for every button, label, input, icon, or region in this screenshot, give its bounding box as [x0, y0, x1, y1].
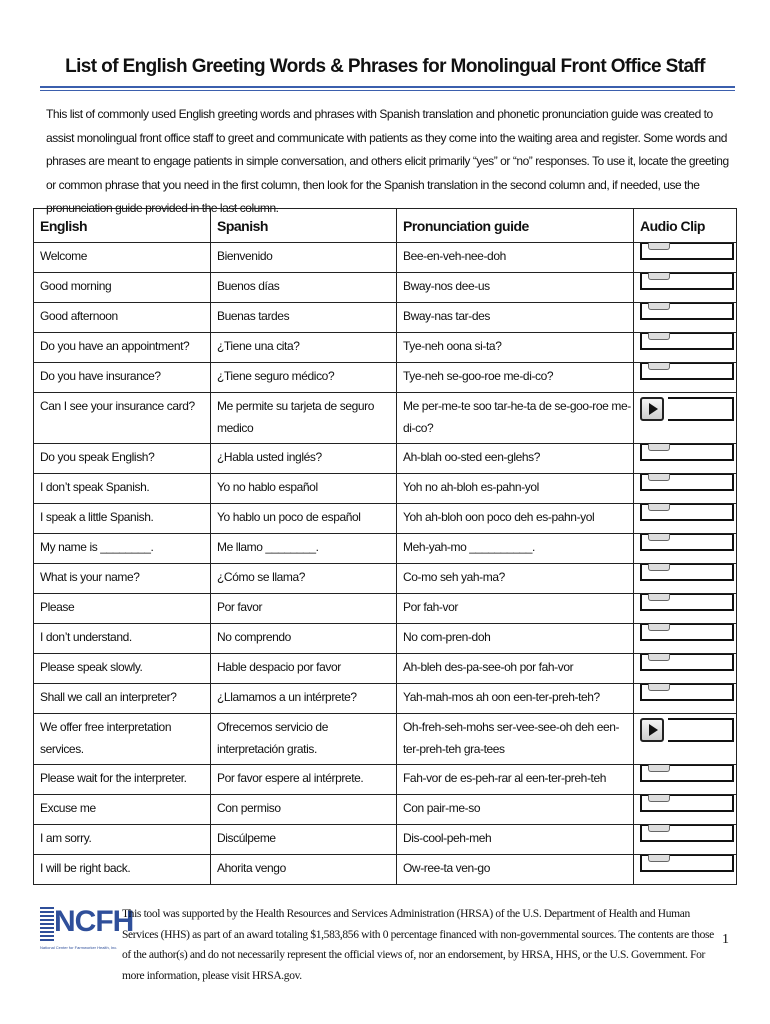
audio-clip-control[interactable] [640, 534, 734, 551]
cell-english: Please wait for the interpreter. [34, 765, 211, 795]
column-header-pronunciation: Pronunciation guide [397, 209, 634, 243]
cell-audio [634, 825, 737, 855]
cell-spanish: Hable despacio por favor [211, 654, 397, 684]
table-row [34, 333, 737, 363]
audio-player-bar[interactable] [668, 718, 734, 742]
cell-pronunciation: Co-mo seh yah-ma? [397, 564, 634, 594]
cell-english: We offer free interpretation services. [34, 714, 211, 765]
table-row [34, 684, 737, 714]
table-body [34, 243, 737, 885]
play-icon [649, 403, 658, 415]
column-header-audio: Audio Clip [634, 209, 737, 243]
cell-audio [634, 474, 737, 504]
title-rule-thin [40, 90, 735, 91]
table-row [34, 303, 737, 333]
table-header-row [34, 209, 737, 243]
cell-spanish: No comprendo [211, 624, 397, 654]
cell-spanish: Con permiso [211, 795, 397, 825]
table-row [34, 444, 737, 474]
cell-pronunciation: Por fah-vor [397, 594, 634, 624]
table-row [34, 654, 737, 684]
cell-pronunciation: No com-pren-doh [397, 624, 634, 654]
cell-english: Good afternoon [34, 303, 211, 333]
cell-pronunciation: Oh-freh-seh-mohs ser-vee-see-oh deh een-ter-preh-teh gra-tees [397, 714, 634, 765]
cell-english: Welcome [34, 243, 211, 273]
cell-pronunciation: Bee-en-veh-nee-doh [397, 243, 634, 273]
logo-text: NCFH [54, 905, 134, 938]
cell-audio [634, 273, 737, 303]
cell-audio [634, 714, 737, 765]
audio-clip-control[interactable] [640, 444, 734, 461]
cell-spanish: Ahorita vengo [211, 855, 397, 885]
cell-english: I don’t speak Spanish. [34, 474, 211, 504]
audio-clip-control[interactable] [640, 825, 734, 842]
cell-pronunciation: Meh-yah-mo __________. [397, 534, 634, 564]
table-row [34, 243, 737, 273]
cell-audio [634, 243, 737, 273]
play-icon [649, 724, 658, 736]
cell-spanish: ¿Tiene una cita? [211, 333, 397, 363]
cell-pronunciation: Bway-nos dee-us [397, 273, 634, 303]
table-row [34, 363, 737, 393]
table-row [34, 825, 737, 855]
cell-spanish: ¿Habla usted inglés? [211, 444, 397, 474]
page-title: List of English Greeting Words & Phrases for Monolingual Front Office Staff [65, 56, 705, 77]
cell-audio [634, 504, 737, 534]
cell-spanish: Me llamo ________. [211, 534, 397, 564]
table-row [34, 594, 737, 624]
ncfh-logo [40, 905, 134, 957]
phrases-table [33, 208, 737, 885]
cell-audio [634, 765, 737, 795]
cell-spanish: Buenas tardes [211, 303, 397, 333]
cell-english: Please speak slowly. [34, 654, 211, 684]
audio-clip-control[interactable] [640, 624, 734, 641]
cell-audio [634, 594, 737, 624]
cell-spanish: Yo hablo un poco de español [211, 504, 397, 534]
table-row [34, 393, 737, 444]
audio-clip-control[interactable] [640, 273, 734, 290]
cell-spanish: Yo no hablo español [211, 474, 397, 504]
page-number: 1 [722, 932, 729, 947]
cell-english: I don’t understand. [34, 624, 211, 654]
cell-audio [634, 444, 737, 474]
column-header-spanish: Spanish [211, 209, 397, 243]
table-row [34, 714, 737, 765]
table-row [34, 504, 737, 534]
cell-english: Do you speak English? [34, 444, 211, 474]
intro-paragraph: This list of commonly used English greeting words and phrases with Spanish translation and phonetic pronunciation guide was created to assist monolingual front office staff to greet and communicate with patients as they come into the waiting area and register. Some words and phrases are meant to engage patients in simple conversation, and others elicit primarily “yes” or “no” responses. To use it, locate the greeting or common phrase that you need in the first column, then look for the Spanish translation in the second column and, if needed, use the pronunciation guide provided in the last column. [46, 107, 729, 215]
column-header-english: English [34, 209, 211, 243]
cell-english: Please [34, 594, 211, 624]
cell-english: Can I see your insurance card? [34, 393, 211, 444]
audio-clip-control[interactable] [640, 795, 734, 812]
audio-clip-control[interactable] [640, 243, 734, 260]
cell-audio [634, 654, 737, 684]
audio-clip-control[interactable] [640, 594, 734, 611]
cell-pronunciation: Yoh ah-bloh oon poco deh es-pahn-yol [397, 504, 634, 534]
cell-pronunciation: Dis-cool-peh-meh [397, 825, 634, 855]
cell-audio [634, 333, 737, 363]
cell-pronunciation: Yoh no ah-bloh es-pahn-yol [397, 474, 634, 504]
cell-spanish: ¿Tiene seguro médico? [211, 363, 397, 393]
audio-clip-control[interactable] [640, 564, 734, 581]
title-rule [40, 86, 735, 88]
table-row [34, 795, 737, 825]
cell-pronunciation: Tye-neh oona si-ta? [397, 333, 634, 363]
cell-english: Shall we call an interpreter? [34, 684, 211, 714]
logo-subtitle: National Center for Farmworker Health, Inc. [40, 945, 118, 950]
cell-audio [634, 684, 737, 714]
play-audio-button[interactable] [640, 397, 664, 421]
cell-english: Do you have an appointment? [34, 333, 211, 363]
table-row [34, 534, 737, 564]
audio-clip-control[interactable] [640, 363, 734, 380]
table-row [34, 624, 737, 654]
cell-pronunciation: Ah-bleh des-pa-see-oh por fah-vor [397, 654, 634, 684]
ncfh-logo-icon [40, 905, 54, 947]
cell-pronunciation: Me per-me-te soo tar-he-ta de se-goo-roe me-di-co? [397, 393, 634, 444]
cell-pronunciation: Bway-nas tar-des [397, 303, 634, 333]
play-audio-button[interactable] [640, 718, 664, 742]
cell-audio [634, 363, 737, 393]
cell-english: Good morning [34, 273, 211, 303]
audio-clip-control[interactable] [640, 504, 734, 521]
audio-clip-control[interactable] [640, 654, 734, 671]
cell-audio [634, 393, 737, 444]
cell-spanish: ¿Cómo se llama? [211, 564, 397, 594]
cell-english: Do you have insurance? [34, 363, 211, 393]
cell-pronunciation: Ow-ree-ta ven-go [397, 855, 634, 885]
table-row [34, 765, 737, 795]
audio-player-bar[interactable] [668, 397, 734, 421]
table-row [34, 564, 737, 594]
audio-clip-control[interactable] [640, 855, 734, 872]
cell-spanish: Por favor [211, 594, 397, 624]
audio-clip-control[interactable] [640, 303, 734, 320]
table-row [34, 273, 737, 303]
cell-pronunciation: Fah-vor de es-peh-rar al een-ter-preh-teh [397, 765, 634, 795]
audio-clip-control[interactable] [640, 765, 734, 782]
table-row [34, 474, 737, 504]
cell-audio [634, 303, 737, 333]
cell-english: My name is ________. [34, 534, 211, 564]
cell-pronunciation: Tye-neh se-goo-roe me-di-co? [397, 363, 634, 393]
cell-audio [634, 795, 737, 825]
cell-english: I am sorry. [34, 825, 211, 855]
funding-disclaimer: This tool was supported by the Health Resources and Services Administration (HRSA) of the U.S. Department of Health and Human Services (HHS) as part of an award totaling $1,583,856 with 0 percentage financed with non-governmental sources. The contents are those of the author(s) and do not necessarily represent the official views of, nor an endorsement, by HRSA, HHS, or the U.S. Government. For more information, please visit HRSA.gov. [122, 908, 714, 982]
audio-clip-control[interactable] [640, 474, 734, 491]
cell-pronunciation: Ah-blah oo-sted een-glehs? [397, 444, 634, 474]
cell-pronunciation: Con pair-me-so [397, 795, 634, 825]
cell-spanish: ¿Llamamos a un intérprete? [211, 684, 397, 714]
cell-audio [634, 624, 737, 654]
cell-english: I will be right back. [34, 855, 211, 885]
cell-spanish: Por favor espere al intérprete. [211, 765, 397, 795]
audio-clip-control[interactable] [640, 333, 734, 350]
cell-spanish: Discúlpeme [211, 825, 397, 855]
cell-audio [634, 564, 737, 594]
cell-spanish: Ofrecemos servicio de interpretación gratis. [211, 714, 397, 765]
cell-spanish: Buenos días [211, 273, 397, 303]
cell-english: I speak a little Spanish. [34, 504, 211, 534]
cell-audio [634, 534, 737, 564]
cell-spanish: Bienvenido [211, 243, 397, 273]
audio-clip-control[interactable] [640, 684, 734, 701]
table-row [34, 855, 737, 885]
cell-audio [634, 855, 737, 885]
cell-english: Excuse me [34, 795, 211, 825]
cell-spanish: Me permite su tarjeta de seguro medico [211, 393, 397, 444]
cell-pronunciation: Yah-mah-mos ah oon een-ter-preh-teh? [397, 684, 634, 714]
cell-english: What is your name? [34, 564, 211, 594]
